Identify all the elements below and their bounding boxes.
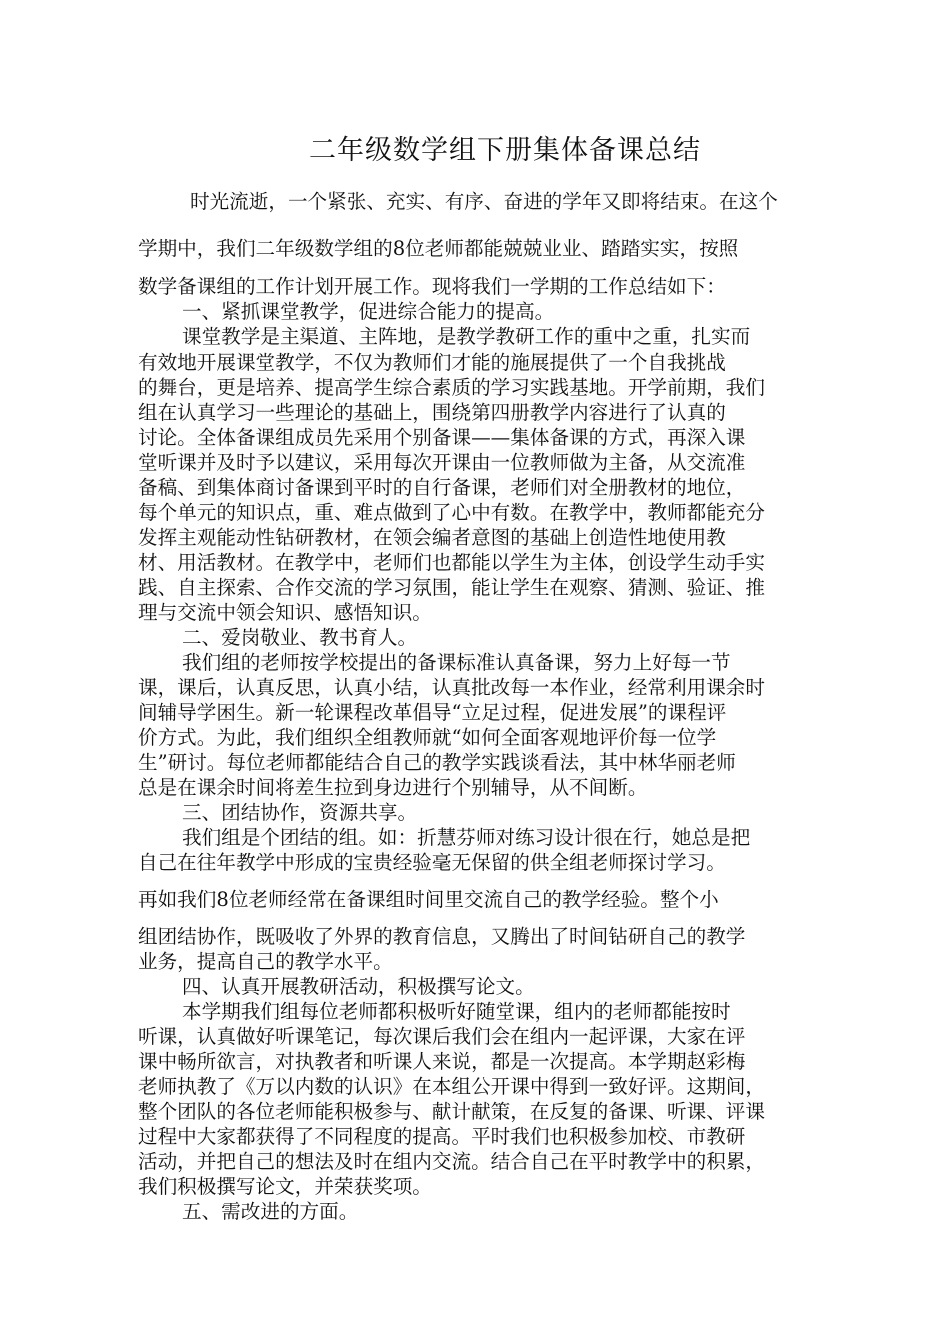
paragraph-line: 过程中大家都获得了不同程度的提高。平时我们也积极参加校、市教研 [138, 1125, 746, 1148]
paragraph-line: 的舞台，更是培养、提高学生综合素质的学习实践基地。开学前期，我们 [138, 376, 765, 399]
paragraph-line: 我们积极撰写论文，并荣获奖项。 [138, 1175, 432, 1198]
paragraph-line: 间辅导学困生。新一轮课程改革倡导“立足过程，促进发展”的课程评 [138, 701, 727, 724]
paragraph-line: 我们组是个团结的组。如：折慧芬师对练习设计很在行，她总是把 [182, 826, 751, 849]
paragraph-line: 听课，认真做好听课笔记，每次课后我们会在组内一起评课，大家在评 [138, 1025, 746, 1048]
paragraph-line: 课堂教学是主渠道、主阵地，是教学教研工作的重中之重，扎实而 [182, 325, 751, 348]
section-heading: 二、爱岗敬业、教书育人。 [182, 626, 418, 649]
paragraph-line: 学期中，我们二年级数学组的8位老师都能兢兢业业、踏踏实实，按照 [138, 237, 739, 260]
paragraph-line: 业务，提高自己的教学水平。 [138, 950, 393, 973]
paragraph-line: 组团结协作，既吸收了外界的教育信息，又腾出了时间钻研自己的教学 [138, 925, 746, 948]
paragraph-line: 生”研讨。每位老师都能结合自己的教学实践谈看法，其中林华丽老师 [138, 751, 736, 774]
paragraph-line: 课中畅所欲言，对执教者和听课人来说，都是一次提高。本学期赵彩梅 [138, 1050, 746, 1073]
paragraph-line: 践、自主探索、合作交流的学习氛围，能让学生在观察、猜测、验证、推 [138, 576, 765, 599]
paragraph-line: 课，课后，认真反思，认真小结，认真批改每一本作业，经常利用课余时 [138, 676, 765, 699]
paragraph-line: 活动，并把自己的想法及时在组内交流。结合自己在平时教学中的积累， [138, 1150, 765, 1173]
paragraph-line: 每个单元的知识点，重、难点做到了心中有数。在教学中，教师都能充分 [138, 501, 765, 524]
paragraph-line: 整个团队的各位老师能积极参与、献计献策，在反复的备课、听课、评课 [138, 1100, 765, 1123]
paragraph-line: 时光流逝，一个紧张、充实、有序、奋进的学年又即将结束。在这个 [190, 190, 778, 213]
paragraph-line: 自己在往年教学中形成的宝贵经验毫无保留的供全组老师探讨学习。 [138, 851, 726, 874]
paragraph-line: 有效地开展课堂教学，不仅为教师们才能的施展提供了一个自我挑战 [138, 351, 726, 374]
paragraph-line: 讨论。全体备课组成员先采用个别备课——集体备课的方式，再深入课 [138, 426, 746, 449]
section-heading: 三、团结协作，资源共享。 [182, 801, 418, 824]
section-heading: 四、认真开展教研活动，积极撰写论文。 [182, 975, 535, 998]
paragraph-line: 组在认真学习一些理论的基础上，围绕第四册教学内容进行了认真的 [138, 401, 726, 424]
paragraph-line: 发挥主观能动性钻研教材，在领会编者意图的基础上创造性地使用教 [138, 526, 726, 549]
paragraph-line: 老师执教了《万以内数的认识》在本组公开课中得到一致好评。这期间， [138, 1075, 765, 1098]
paragraph-line: 备稿、到集体商讨备课到平时的自行备课，老师们对全册教材的地位， [138, 476, 746, 499]
paragraph-line: 我们组的老师按学校提出的备课标准认真备课，努力上好每一节 [182, 651, 731, 674]
section-heading: 一、紧抓课堂教学，促进综合能力的提高。 [182, 300, 555, 323]
paragraph-line: 价方式。为此，我们组织全组教师就“如何全面客观地评价每一位学 [138, 726, 717, 749]
paragraph-line: 总是在课余时间将差生拉到身边进行个别辅导，从不间断。 [138, 776, 648, 799]
paragraph-line: 再如我们8位老师经常在备课组时间里交流自己的教学经验。整个小 [138, 888, 719, 911]
paragraph-line: 堂听课并及时予以建议，采用每次开课由一位教师做为主备，从交流准 [138, 451, 746, 474]
section-heading: 五、需改进的方面。 [182, 1200, 359, 1223]
paragraph-line: 材、用活教材。在教学中，老师们也都能以学生为主体，创设学生动手实 [138, 551, 765, 574]
paragraph-line: 理与交流中领会知识、感悟知识。 [138, 601, 432, 624]
document-title: 二年级数学组下册集体备课总结 [309, 135, 701, 166]
paragraph-line: 数学备课组的工作计划开展工作。现将我们一学期的工作总结如下： [138, 275, 726, 298]
paragraph-line: 本学期我们组每位老师都积极听好随堂课，组内的老师都能按时 [182, 1000, 731, 1023]
